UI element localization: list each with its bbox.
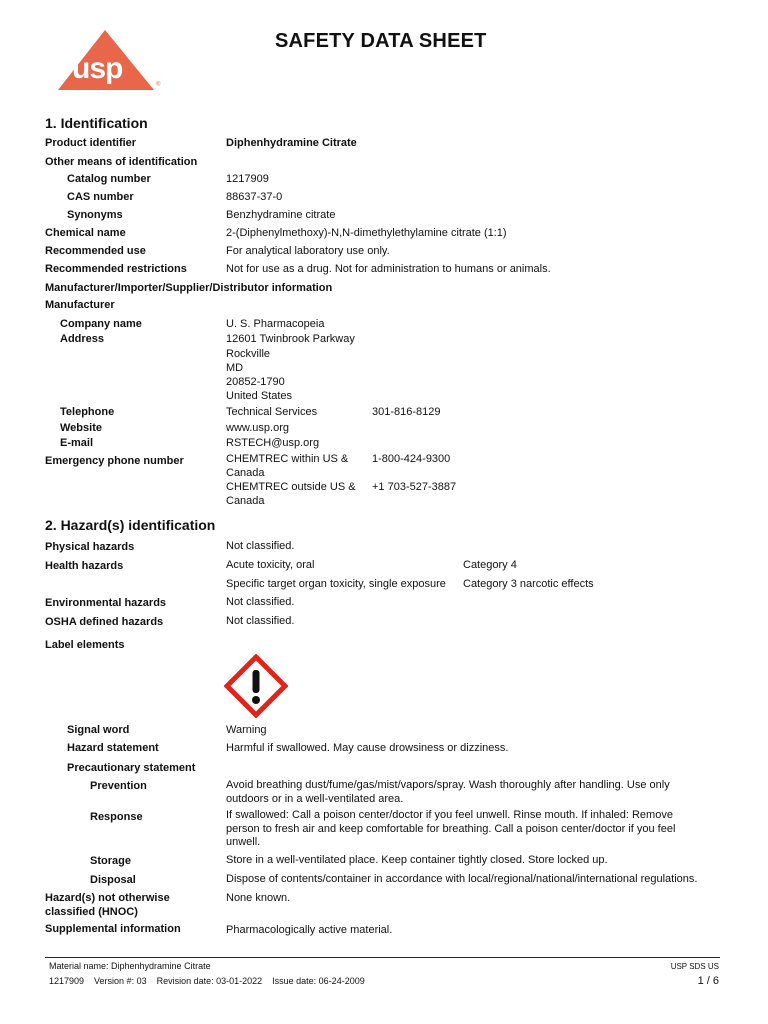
footer-page-number: 1 / 6 — [697, 975, 719, 987]
environmental-hazards-value: Not classified. — [226, 596, 295, 608]
health-hazard-2: Specific target organ toxicity, single exposure — [226, 578, 446, 590]
signal-word-value: Warning — [226, 724, 267, 736]
section-2-heading: 2. Hazard(s) identification — [45, 517, 216, 533]
other-means-label: Other means of identification — [45, 156, 198, 168]
telephone-dept: Technical Services — [226, 406, 318, 418]
footer-material-name: Material name: Diphenhydramine Citrate — [49, 961, 211, 971]
footer-rule — [45, 957, 720, 958]
emergency-1-number: 1-800-424-9300 — [372, 453, 451, 465]
health-hazard-1-category: Category 4 — [463, 559, 517, 571]
response-value: If swallowed: Call a poison center/doctor if you feel unwell. Rinse mouth. If inhaled: Remove person to fresh air and keep comfortable for breathing. Call a poison center/doctor if you feel unwell. — [226, 809, 676, 848]
page-title: SAFETY DATA SHEET — [275, 30, 487, 52]
catalog-number-value: 1217909 — [226, 173, 269, 185]
emergency-2-name: CHEMTREC outside US & Canada — [226, 481, 356, 507]
address-label: Address — [60, 333, 105, 345]
recommended-use-value: For analytical laboratory use only. — [226, 245, 390, 257]
recommended-use-label: Recommended use — [45, 245, 146, 257]
supplemental-info-label: Supplemental information — [45, 923, 181, 935]
health-hazard-1: Acute toxicity, oral — [226, 559, 315, 571]
cas-number-value: 88637-37-0 — [226, 191, 283, 203]
hnoc-label: Hazard(s) not otherwise classified (HNOC) — [45, 892, 170, 918]
synonyms-value: Benzhydramine citrate — [226, 209, 336, 221]
cas-number-label: CAS number — [67, 191, 134, 203]
physical-hazards-label: Physical hazards — [45, 541, 135, 553]
storage-label: Storage — [90, 855, 131, 867]
storage-value: Store in a well-ventilated place. Keep container tightly closed. Store locked up. — [226, 854, 608, 866]
email-label: E-mail — [60, 437, 94, 449]
hnoc-value: None known. — [226, 892, 291, 904]
prevention-label: Prevention — [90, 780, 147, 792]
exclamation-mark-pictogram-icon — [224, 654, 288, 718]
telephone-label: Telephone — [60, 406, 115, 418]
manufacturer-label: Manufacturer — [45, 299, 115, 311]
chemical-name-value: 2-(Diphenylmethoxy)-N,N-dimethylethylamine citrate (1:1) — [226, 227, 507, 239]
usp-logo — [56, 28, 168, 94]
address-line-4: 20852-1790 — [226, 376, 285, 388]
signal-word-label: Signal word — [67, 724, 130, 736]
disposal-value: Dispose of contents/container in accordance with local/regional/national/international regulations. — [226, 873, 698, 885]
precautionary-statement-label: Precautionary statement — [67, 762, 196, 774]
footer-meta: 1217909 Version #: 03 Revision date: 03-01-2022 Issue date: 06-24-2009 — [49, 976, 365, 986]
prevention-value: Avoid breathing dust/fume/gas/mist/vapors/spray. Wash thoroughly after handling. Use only outdoors or in a well-ventilated area. — [226, 779, 670, 805]
email-value: RSTECH@usp.org — [226, 437, 320, 449]
hazard-statement-value: Harmful if swallowed. May cause drowsiness or dizziness. — [226, 742, 509, 754]
emergency-2-number: +1 703-527-3887 — [372, 481, 457, 493]
recommended-restrictions-label: Recommended restrictions — [45, 263, 187, 275]
environmental-hazards-label: Environmental hazards — [45, 597, 167, 609]
telephone-number: 301-816-8129 — [372, 406, 441, 418]
product-identifier-value: Diphenhydramine Citrate — [226, 137, 357, 149]
company-name-value: U. S. Pharmacopeia — [226, 318, 325, 330]
website-value: www.usp.org — [226, 422, 289, 434]
disposal-label: Disposal — [90, 874, 136, 886]
catalog-number-label: Catalog number — [67, 173, 151, 185]
usp-logo-text: usp — [72, 52, 123, 85]
chemical-name-label: Chemical name — [45, 227, 126, 239]
osha-hazards-value: Not classified. — [226, 615, 295, 627]
label-elements-label: Label elements — [45, 639, 125, 651]
response-label: Response — [90, 811, 143, 823]
footer-doc-code: USP SDS US — [670, 962, 719, 971]
product-identifier-label: Product identifier — [45, 137, 137, 149]
emergency-phone-label: Emergency phone number — [45, 455, 184, 467]
address-line-1: 12601 Twinbrook Parkway — [226, 333, 355, 345]
website-label: Website — [60, 422, 102, 434]
physical-hazards-value: Not classified. — [226, 540, 295, 552]
synonyms-label: Synonyms — [67, 209, 123, 221]
manufacturer-info-label: Manufacturer/Importer/Supplier/Distributor information — [45, 282, 333, 294]
address-line-3: MD — [226, 362, 244, 374]
recommended-restrictions-value: Not for use as a drug. Not for administration to humans or animals. — [226, 263, 551, 275]
hazard-statement-label: Hazard statement — [67, 742, 159, 754]
company-name-label: Company name — [60, 318, 142, 330]
address-line-5: United States — [226, 390, 293, 402]
health-hazards-label: Health hazards — [45, 560, 124, 572]
registered-mark: ® — [156, 82, 161, 88]
emergency-1-name: CHEMTREC within US & Canada — [226, 453, 349, 479]
supplemental-info-value: Pharmacologically active material. — [226, 924, 393, 936]
osha-hazards-label: OSHA defined hazards — [45, 616, 164, 628]
address-line-2: Rockville — [226, 348, 271, 360]
health-hazard-2-category: Category 3 narcotic effects — [463, 578, 594, 590]
section-1-heading: 1. Identification — [45, 115, 148, 131]
